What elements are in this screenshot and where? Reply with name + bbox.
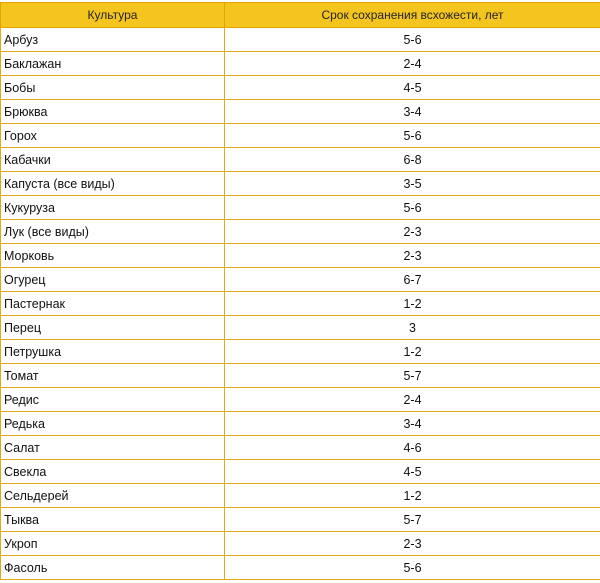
table-row <box>1 460 600 484</box>
crop-cell: Пастернак <box>1 292 225 316</box>
crop-cell: Редис <box>1 388 225 412</box>
table-row <box>1 76 600 100</box>
table-header <box>1 3 600 28</box>
table-row <box>1 556 600 580</box>
years-cell: 6-8 <box>225 148 600 172</box>
crop-cell: Фасоль <box>1 556 225 580</box>
years-cell: 3-5 <box>225 172 600 196</box>
crop-cell: Кабачки <box>1 148 225 172</box>
table-row <box>1 292 600 316</box>
crop-cell: Сельдерей <box>1 484 225 508</box>
table-row <box>1 28 600 52</box>
crop-cell: Капуста (все виды) <box>1 172 225 196</box>
years-cell: 4-5 <box>225 460 600 484</box>
table-row <box>1 124 600 148</box>
table-row <box>1 148 600 172</box>
years-cell: 5-6 <box>225 196 600 220</box>
table-row <box>1 412 600 436</box>
table-row <box>1 220 600 244</box>
years-cell: 1-2 <box>225 484 600 508</box>
crop-cell: Петрушка <box>1 340 225 364</box>
table-row <box>1 196 600 220</box>
years-cell: 3-4 <box>225 412 600 436</box>
header-years: Срок сохранения всхожести, лет <box>225 3 600 28</box>
years-cell: 3-4 <box>225 100 600 124</box>
crop-cell: Баклажан <box>1 52 225 76</box>
crop-cell: Томат <box>1 364 225 388</box>
table-row <box>1 100 600 124</box>
table-row <box>1 532 600 556</box>
years-cell: 1-2 <box>225 340 600 364</box>
years-cell: 2-3 <box>225 220 600 244</box>
years-cell: 5-6 <box>225 28 600 52</box>
table-row <box>1 388 600 412</box>
years-cell: 5-6 <box>225 556 600 580</box>
years-cell: 6-7 <box>225 268 600 292</box>
table-row <box>1 52 600 76</box>
crop-cell: Укроп <box>1 532 225 556</box>
table-row <box>1 268 600 292</box>
crop-cell: Лук (все виды) <box>1 220 225 244</box>
years-cell: 5-6 <box>225 124 600 148</box>
crop-cell: Огурец <box>1 268 225 292</box>
crop-cell: Горох <box>1 124 225 148</box>
years-cell: 2-4 <box>225 52 600 76</box>
header-crop: Культура <box>1 3 225 28</box>
crop-cell: Арбуз <box>1 28 225 52</box>
years-cell: 3 <box>225 316 600 340</box>
years-cell: 4-6 <box>225 436 600 460</box>
crop-cell: Кукуруза <box>1 196 225 220</box>
header-row <box>1 3 600 28</box>
table-row <box>1 436 600 460</box>
table-row <box>1 316 600 340</box>
years-cell: 4-5 <box>225 76 600 100</box>
table-row <box>1 508 600 532</box>
crop-cell: Свекла <box>1 460 225 484</box>
years-cell: 2-3 <box>225 244 600 268</box>
years-cell: 5-7 <box>225 364 600 388</box>
table-row <box>1 484 600 508</box>
table-row <box>1 340 600 364</box>
table-body <box>1 28 600 580</box>
crop-cell: Салат <box>1 436 225 460</box>
seed-viability-table <box>0 2 600 580</box>
crop-cell: Брюква <box>1 100 225 124</box>
crop-cell: Перец <box>1 316 225 340</box>
table-row <box>1 364 600 388</box>
table-row <box>1 244 600 268</box>
years-cell: 1-2 <box>225 292 600 316</box>
years-cell: 5-7 <box>225 508 600 532</box>
crop-cell: Редька <box>1 412 225 436</box>
years-cell: 2-3 <box>225 532 600 556</box>
crop-cell: Тыква <box>1 508 225 532</box>
table-row <box>1 172 600 196</box>
years-cell: 2-4 <box>225 388 600 412</box>
crop-cell: Бобы <box>1 76 225 100</box>
crop-cell: Морковь <box>1 244 225 268</box>
